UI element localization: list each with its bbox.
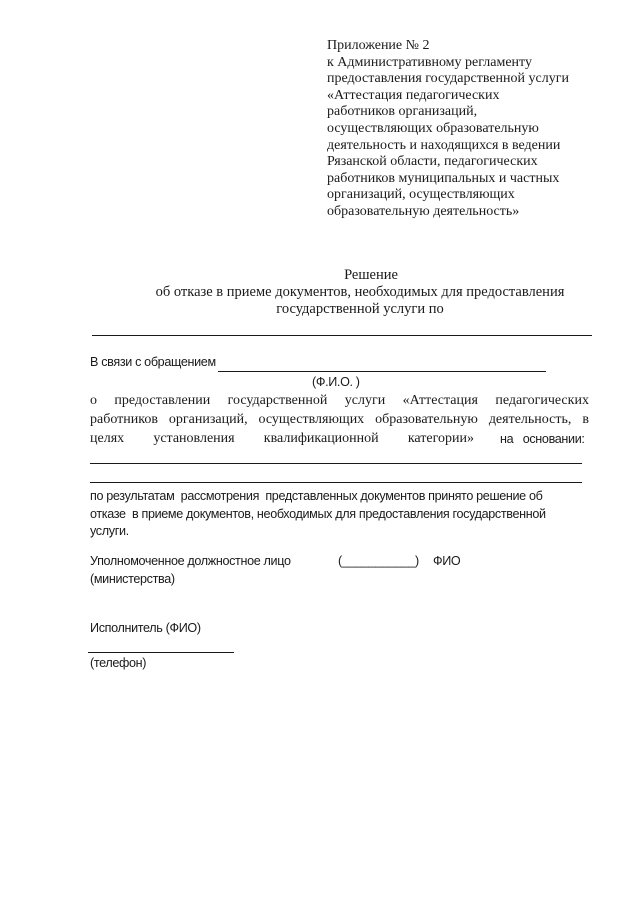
- para-word: образовательную: [375, 412, 478, 427]
- official-title: [90, 552, 291, 588]
- appendix-line: к Административному регламенту: [327, 54, 532, 70]
- para-word: предоставлении: [114, 393, 211, 408]
- signature-blank: (___________): [338, 554, 419, 568]
- result-line-2: отказе в приеме документов, необходимых для предоставления государственной: [90, 506, 546, 521]
- para-word: организаций,: [168, 412, 248, 427]
- para-line-3-tail: на основании:: [500, 432, 585, 446]
- appendix-line: работников муниципальных и частных: [327, 170, 560, 186]
- para-word: установления: [153, 431, 235, 446]
- appendix-line: деятельность и находящихся в ведении: [327, 137, 561, 153]
- para-word: услуги: [344, 393, 386, 408]
- para-word: деятельность,: [488, 412, 572, 427]
- appendix-line: образовательную деятельность»: [327, 203, 520, 219]
- appendix-line: осуществляющих образовательную: [327, 120, 539, 136]
- document-title: [80, 267, 640, 318]
- para-word: педагогических: [495, 393, 589, 408]
- title-line-1: об отказе в приеме документов, необходимых для предоставления: [155, 284, 565, 300]
- result-line-1: по результатам рассмотрения представленных документов принято решение об: [90, 489, 543, 503]
- appendix-block: [327, 38, 569, 221]
- appeal-fio-blank: [218, 371, 546, 372]
- title-heading: Решение: [344, 267, 398, 283]
- service-blank-line: [92, 335, 592, 336]
- para-word: в: [582, 412, 589, 427]
- appeal-label: В связи с обращением: [90, 355, 216, 369]
- executor-label: Исполнитель (ФИО): [90, 621, 201, 635]
- para-line-1: [90, 392, 589, 409]
- para-word: работников: [90, 412, 158, 427]
- para-word: целях: [90, 431, 125, 446]
- appendix-line: Рязанской области, педагогических: [327, 154, 538, 170]
- official-line-1: Уполномоченное должностное лицо: [90, 554, 291, 568]
- basis-blank-line-2: [90, 482, 582, 483]
- executor-phone: (телефон): [90, 656, 147, 670]
- basis-blank-line-1: [90, 463, 582, 464]
- para-word: государственной: [227, 393, 328, 408]
- para-word: категории»: [407, 431, 474, 446]
- para-word: осуществляющих: [258, 412, 365, 427]
- result-paragraph: [90, 488, 546, 541]
- executor-blank-line: [88, 652, 234, 653]
- result-line-3: услуги.: [90, 524, 129, 538]
- title-line-2: государственной услуги по: [276, 301, 444, 317]
- para-line-3: [90, 430, 474, 447]
- appendix-line: предоставления государственной услуги: [327, 71, 569, 87]
- appendix-line: «Аттестация педагогических: [327, 87, 500, 103]
- para-word: «Аттестация: [402, 393, 478, 408]
- appendix-line: организаций, осуществляющих: [327, 187, 515, 203]
- para-word: квалификационной: [263, 431, 379, 446]
- appendix-line: работников организаций,: [327, 104, 478, 120]
- para-word: о: [90, 393, 97, 408]
- appendix-line: Приложение № 2: [327, 38, 430, 53]
- fio-caption: (Ф.И.О. ): [312, 375, 360, 389]
- official-line-2: (министерства): [90, 572, 175, 586]
- signature-fio: ФИО: [433, 554, 461, 568]
- para-line-2: [90, 411, 589, 428]
